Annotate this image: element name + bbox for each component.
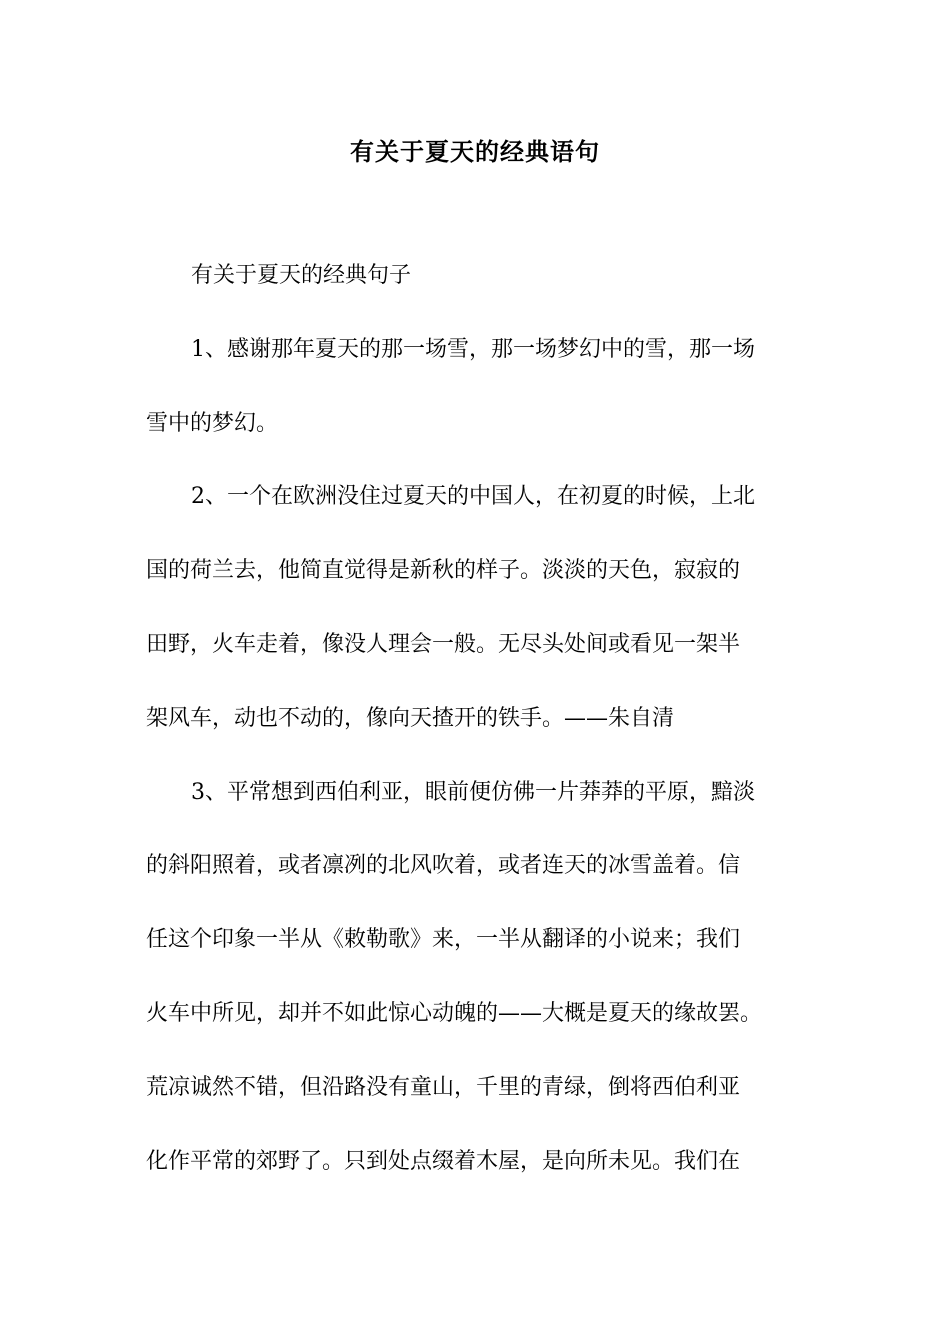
paragraph-line: 1、感谢那年夏天的那一场雪，那一场梦幻中的雪，那一场 xyxy=(191,336,755,362)
paragraph-line: 2、一个在欧洲没住过夏天的中国人，在初夏的时候，上北 xyxy=(191,484,755,510)
paragraph-line: 任这个印象一半从《敕勒歌》来，一半从翻译的小说来；我们 xyxy=(146,927,741,953)
paragraph-line: 架风车，动也不动的，像向天揸开的铁手。——朱自清 xyxy=(146,705,675,731)
section-heading: 有关于夏天的经典句子 xyxy=(191,263,412,288)
paragraph-line: 化作平常的郊野了。只到处点缀着木屋，是向所未见。我们在 xyxy=(146,1148,741,1174)
paragraph-line: 荒凉诚然不错，但沿路没有童山，千里的青绿，倒将西伯利亚 xyxy=(146,1074,741,1100)
paragraph-line: 火车中所见，却并不如此惊心动魄的——大概是夏天的缘故罢。 xyxy=(146,1000,763,1026)
paragraph-line: 的斜阳照着，或者凛冽的北风吹着，或者连天的冰雪盖着。信 xyxy=(146,853,741,879)
paragraph-line: 3、平常想到西伯利亚，眼前便仿佛一片莽莽的平原，黯淡 xyxy=(191,779,755,805)
document-body xyxy=(146,246,836,1205)
document-title: 有关于夏天的经典语句 xyxy=(350,137,600,166)
paragraph-line: 田野，火车走着，像没人理会一般。无尽头处间或看见一架半 xyxy=(146,631,741,657)
paragraph-line: 国的荷兰去，他简直觉得是新秋的样子。淡淡的天色，寂寂的 xyxy=(146,558,741,584)
paragraph-line: 雪中的梦幻。 xyxy=(146,410,279,436)
